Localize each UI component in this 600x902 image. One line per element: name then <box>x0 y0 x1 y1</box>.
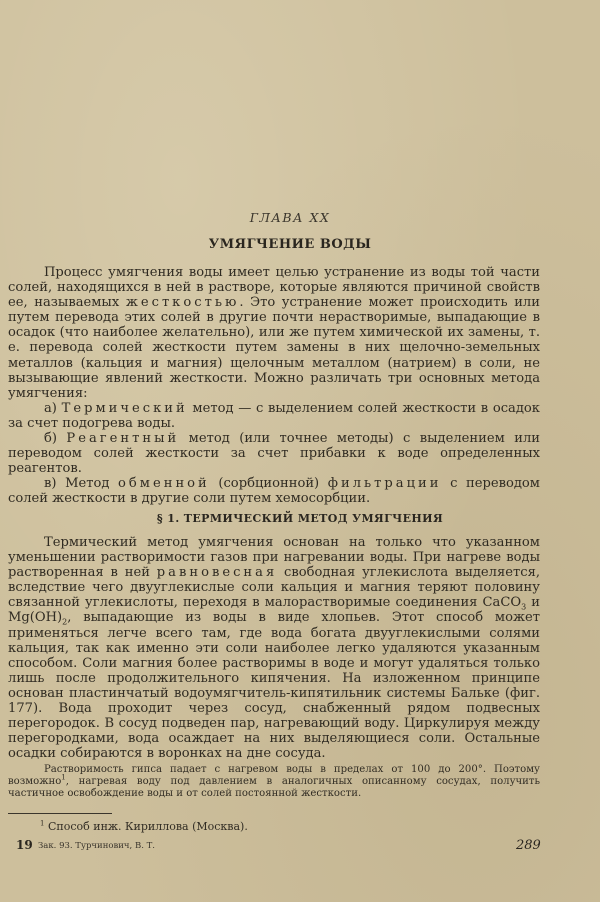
section-paragraph: Термический метод умягчения основан на только что указанном уменьшении растворимости газов при нагревании воды. При нагреве воды растворенная в ней равновесная свободная углекислота выделяется, вследствие чего двууглекислые соли кальция и магния теряют половину связанной углекислоты, переходя в малорастворимые соединения CaCO$_3$ и $Mg(OH)_2$, выпадающие из воды в виде хлопьев. Этот способ может применяться легче всего там, где вода богата двууглекислыми солями кальция, так как именно эти соли наиболее легко удаляются указанным способом. Соли магния более растворимы в воде и могут удаляться только лишь после продолжительного кипячения. На изложенном принципе основан пластинчатый водоумягчитель-кипятильник системы Бальке (фиг. 177). Вода проходит через сосуд, снабженный рядом подвесных перегородок. В сосуд подведен пар, нагревающий воду. Циркулируя между перегородками, вода осаждает на них выделяющиеся соли. Остальные осадки собираются в воронках на дне сосуда. <box>8 535 541 762</box>
term-equilibrium: равновесная <box>156 565 278 581</box>
signature-mark: 19 <box>16 838 33 852</box>
intro-paragraph: Процесс умягчения воды имеет целью устранение из воды той части солей, находящихся в ней в растворе, которые являются причиной свойств ее, называемых жесткостью. Это устранение может происходить или путем перевода этих солей в другие почти нерастворимые, выпадающие в осадок (что наиболее желательно), или же путем химической их замены, т. е. перевода солей жесткости путем замены в них щелочно-земельных металлов (кальция и магния) щелочным металлом (натрием) в соли, не вызывающие явлений жесткости. Можно различать три основных метода умягчения: <box>8 265 540 401</box>
method-a: а) Термический метод — с выделением солей жесткости в осадок за счет подогрева воды. <box>8 400 540 431</box>
printer-imprint: Зак. 93. Турчинович, В. Т. <box>38 841 155 851</box>
footnote-ref[interactable]: 1 <box>61 773 66 782</box>
method-b: б) Реагентный метод (или точнее методы) с выделением или переводом солей жесткости за счет прибавки к воде определенных реагентов. <box>8 431 540 477</box>
intro-text <box>8 265 540 507</box>
section-title: § 1. ТЕРМИЧЕСКИЙ МЕТОД УМЯГЧЕНИЯ <box>156 512 444 525</box>
page-number: 289 <box>516 838 541 853</box>
chapter-title: УМЯГЧЕНИЕ ВОДЫ <box>208 237 372 252</box>
small-print-note: Растворимость гипса падает с нагревом воды в пределах от 100 до 200°. Поэтому возможно$^1$, нагревая воду под давлением в аналогичных описанному сосудах, получить частичное освобождение воды и от солей постоянной жесткости. <box>8 764 540 800</box>
chapter-label: ГЛАВА XX <box>249 210 331 225</box>
method-c: в) Метод обменной (сорбционной) фильтрации с переводом солей жесткости в другие соли путем хемосорбции. <box>8 476 540 507</box>
section-text <box>8 535 540 761</box>
term-hardness: жесткостью <box>125 295 240 311</box>
footnote-divider <box>8 813 112 814</box>
footnote: $^1$ Способ инж. Кириллова (Москва). <box>40 819 248 833</box>
